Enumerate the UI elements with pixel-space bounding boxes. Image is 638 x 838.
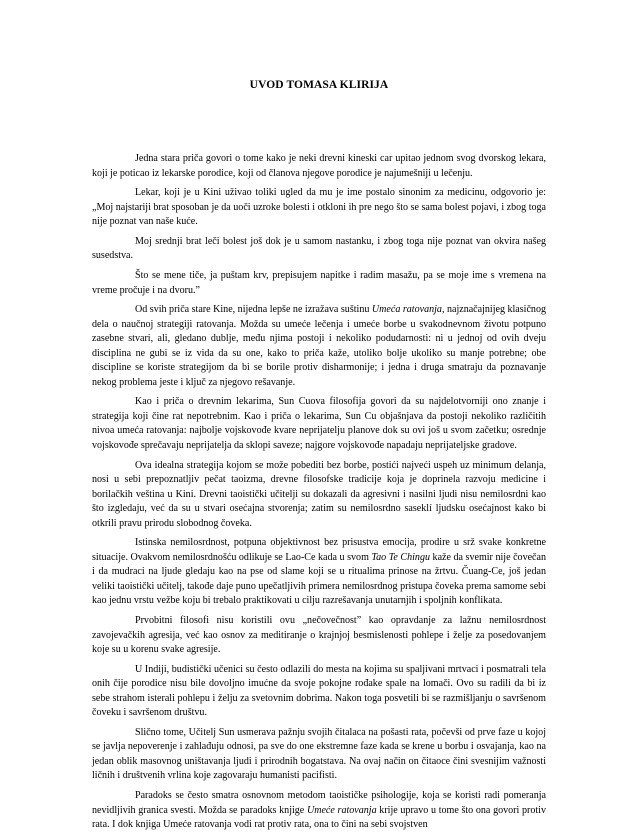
paragraph-text: Ova idealna strategija kojom se može pobediti bez borbe, postići najveći uspeh uz minimum delanja, nosi u sebi prepoznatljiv pečat taoizma, drevne filosofske tradicije koja je doprinela razvoju medicine i borilačkih veština u Kini. Drevni taoistički učitelji su dokazali da agresivni i nasilni ljudi nisu nemilosrdni kao što izgledaju, već da su u stvari osećajna stvorenja; zatim su nemilosrdno saseklí ljudsku osećajnost kako bi otkrili pravu prirodu slobodnog čoveka. [92, 459, 546, 529]
document-body [92, 152, 546, 838]
paragraph-text: Od svih priča stare Kine, nijedna lepše ne izražava suštinu [135, 304, 372, 316]
paragraph [92, 614, 546, 658]
paragraph [92, 186, 546, 230]
paragraph-text: Slično tome, Učitelj Sun usmerava pažnju svojih čitalaca na pošasti rata, počevši od prve faze u kojoj se javlja nepoverenje i zahlađuju odnosi, pa sve do one ekstremne faze kada se krene u borbu i osvajanja, kao na jedan oblik masovnog uništavanja ljudi i prirodnih bogatstava. Na ovaj način on čitaoce čini svesnijim važnosti ličnih i društvenih vrlina koje zagovaraju humanisti pacifisti. [92, 726, 546, 782]
paragraph [92, 395, 546, 453]
paragraph-text: Kao i priča o drevnim lekarima, Sun Cuova filosofija govori da su najdelotvorniji ono znanje i strategija koji čine rat nepotrebnim. Kao i priča o lekarima, Sun Cu objašnjava da postoji nekoliko različitih nivoa umeća ratovanja: najbolje vojskovođe kvare neprijatelju planove dok su ovi još u svom začetku; osrednje vojskovođe sprečavaju neprijatelja da sklopi saveze; najgore vojskovođe napadaju neprijateljske gradove. [92, 396, 546, 451]
paragraph-text: U Indiji, budistički učenici su često odlazili do mesta na kojima su spaljivani mrtvaci i posmatrali tela onih čije porodice nisu bile dovoljno imućne da svoje pokojne rođake spale na lomači. Ovo su radili da bi iz sebe strahom isterali pohlepu i želju za svetovnim dobrima. Nakon toga posvetili bi se razmišljanju o savršenom čoveku i savršenom društvu. [92, 663, 546, 719]
paragraph-text: Jedna stara priča govori o tome kako je neki drevni kineski car upitao jednom svog dvorskog lekara, koji je poticao iz lekarske porodice, koji od članova njegove porodice je najumešniji u lečenju. [92, 153, 546, 179]
paragraph-text: Prvobitni filosofi nisu koristili ovu „nečovečnost” kao opravdanje za lažnu nemilosrdnost zavojevačkih agresija, već kao osnov za meditiranje o krajnjoj besmislenosti pohlepe i želje za posedovanjem koje su u korenu svake agresije. [92, 615, 546, 655]
document-title: UVOD TOMASA KLIRIJA [249, 79, 389, 91]
italic-text: Umeća ratovanja [371, 304, 442, 316]
paragraph [92, 303, 546, 390]
paragraph [92, 269, 546, 298]
paragraph-text: , najznačajnijeg klasičnog dela o naučnoj strategiji ratovanja. Možda su umeće lečenja i umeće borbe u svakodnevnom životu potpuno zasebne stvari, ali, gledano dublje, među njima postoji i nekoliko podudarnosti: ni u jednoj od ovih dveju disciplina ne gubi se iz vida da su one, kako to priča kaže, utoliko bolje ukoliko su manje potrebne; obe discipline se koriste strategijom da bi se borile protiv disharmonije; i jedna i druga smatraju da poznavanje nekog problema jeste i ključ za njegovo rešavanje. [92, 304, 546, 388]
paragraph-text: Što se mene tiče, ja puštam krv, prepisujem napitke i radim masažu, pa se moje ime s vremena na vreme pročuje i na dvoru.” [92, 270, 546, 296]
paragraph-text: kaže da svemir nije čovečan i da mudraci na ljude gledaju kao na pse od slame koji se u ritualima prinose na žrtvu. Čuang-Ce, još jedan veliki taoistički učitelj, takođe daje puno upečatljivih primera nemilosrdnog pristupa čoveka prema samome sebi kao jednu vrstu vežbe koju bi trebalo praktikovati u cilju razrešavanja unutarnjih i spoljnih konflikata. [92, 551, 546, 607]
paragraph [92, 789, 546, 833]
paragraph [92, 152, 546, 181]
paragraph [92, 536, 546, 609]
paragraph [92, 459, 546, 532]
paragraph [92, 726, 546, 784]
paragraph-text: Moj srednji brat leči bolest još dok je u samom nastanku, i zbog toga nije poznat van okvira našeg susedstva. [92, 235, 546, 262]
paragraph-text: Istinska nemilosrdnost, potpuna objektivnost bez prisustva emocija, prodire u srž svake konkretne situacije. Ovakvom nemilosrdnošću odlikuje se Lao-Ce kada u svom [92, 537, 546, 563]
paragraph-text: krije upravo u tome što ona govori protiv rata. I dok knjiga Umeće ratovanja vodi rat protiv rata, ona to čini na sebi svojstven [92, 804, 546, 831]
paragraph-text: Paradoks se često smatra osnovnom metodom taoističke psihologije, koja se koristi radi pomeranja nevidljivih granica svesti. Možda se paradoks knjige [92, 790, 546, 816]
paragraph [92, 663, 546, 721]
paragraph-text: Lekar, koji je u Kini uživao toliki ugled da mu je ime postalo sinonim za medicinu, odgovorio je: „Moj najstariji brat sposoban je da uoči uzroke bolesti i otkloni ih pre nego što se sama bolest pojavi, i zbog toga nije poznat van naše kuće. [92, 187, 546, 228]
italic-text: Umeće ratovanja [306, 804, 377, 816]
paragraph [92, 235, 546, 264]
italic-text: Tao Te Chingu [371, 551, 430, 563]
